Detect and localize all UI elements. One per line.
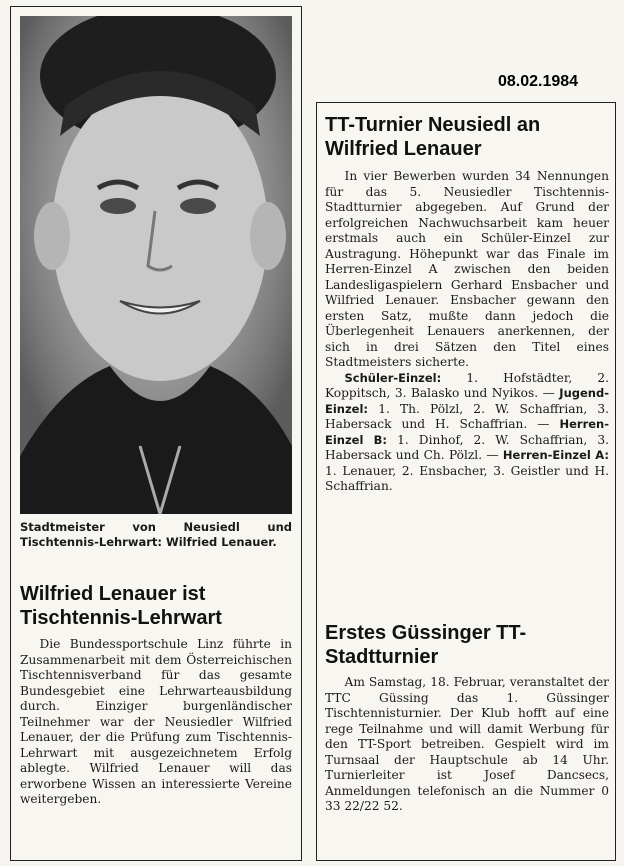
right-headline: TT-Turnier Neusiedl an Wilfried Lenauer bbox=[325, 114, 541, 160]
result-label: Jugend-Einzel: bbox=[325, 386, 609, 416]
portrait-photo bbox=[20, 16, 292, 514]
results-paragraph bbox=[325, 371, 609, 495]
left-body bbox=[20, 637, 292, 808]
second-body bbox=[325, 675, 609, 815]
right-body-text: In vier Bewerben wurden 34 Nennungen für das 5. Neusiedler Tischtennis-Stadtturnier abgegeben. Auf Grund der erfolgreichen Nachwuchsarbeit kam heuer erstmals auch ein Schüler-Einzel zur Austragung. Höhepunkt war das Finale im Herren-Einzel A zwischen den beiden Landesligaspielern Gerhard Ensbacher und Wilfried Lenauer. Ensbacher gewann den ersten Satz, mußte dann jedoch die Überlegenheit Lenauers anerkennen, der sich in drei Sätzen den Titel eines Stadtmeisters sicherte. bbox=[325, 169, 609, 369]
result-text: 1. Hofstädter, 2. Koppitsch, 3. Balasko und Nyikos. — bbox=[325, 370, 609, 400]
result-label: Schüler-Einzel: bbox=[344, 370, 442, 385]
left-article bbox=[10, 6, 302, 861]
right-body bbox=[325, 169, 609, 495]
result-label: Herren-Einzel B: bbox=[325, 417, 609, 447]
result-text: 1. Dinhof, 2. W. Schaffrian, 3. Habersack und Ch. Pölzl. — bbox=[325, 432, 609, 462]
left-headline: Wilfried Lenauer ist Tischtennis-Lehrwart bbox=[20, 583, 222, 629]
date-stamp: 08.02.1984 bbox=[498, 73, 579, 90]
portrait-icon bbox=[20, 16, 292, 514]
right-article bbox=[316, 102, 616, 861]
second-body-text: Am Samstag, 18. Februar, veranstaltet der TTC Güssing das 1. Güssinger Tischtennisturnier. Der Klub hofft auf eine rege Teilnahme und will damit Werbung für den TT-Sport betreiben. Gespielt wird im Turnsaal der Hauptschule ab 14 Uhr. Turnierleiter ist Josef Dancsecs, Anmeldungen telefonisch an die Nummer 0 33 22/22 52. bbox=[325, 675, 609, 813]
result-label: Herren-Einzel A: bbox=[502, 448, 609, 462]
left-body-text: Die Bundessportschule Linz führte in Zusammenarbeit mit dem Österreichischen Tischtennisverband für das gesamte Bundesgebiet eine Lehrwarteausbildung durch. Einziger burgenländischer Teilnehmer war der Neusiedler Wilfried Lenauer, der die Prüfung zum Tischtennis-Lehrwart mit ausgezeichnetem Erfolg ablegte. Wilfried Lenauer will das erworbene Wissen an interessierte Vereine weitergeben. bbox=[20, 637, 292, 806]
photo-caption: Stadtmeister von Neusiedl und Tischtennis-Lehrwart: Wilfried Lenauer. bbox=[20, 520, 292, 549]
result-text: 1. Th. Pölzl, 2. W. Schaffrian, 3. Habersack und H. Schaffrian. — bbox=[325, 401, 609, 431]
second-headline: Erstes Güssinger TT-Stadtturnier bbox=[325, 622, 527, 668]
result-text: 1. Lenauer, 2. Ensbacher, 3. Geistler und H. Schaffrian. bbox=[325, 463, 609, 493]
